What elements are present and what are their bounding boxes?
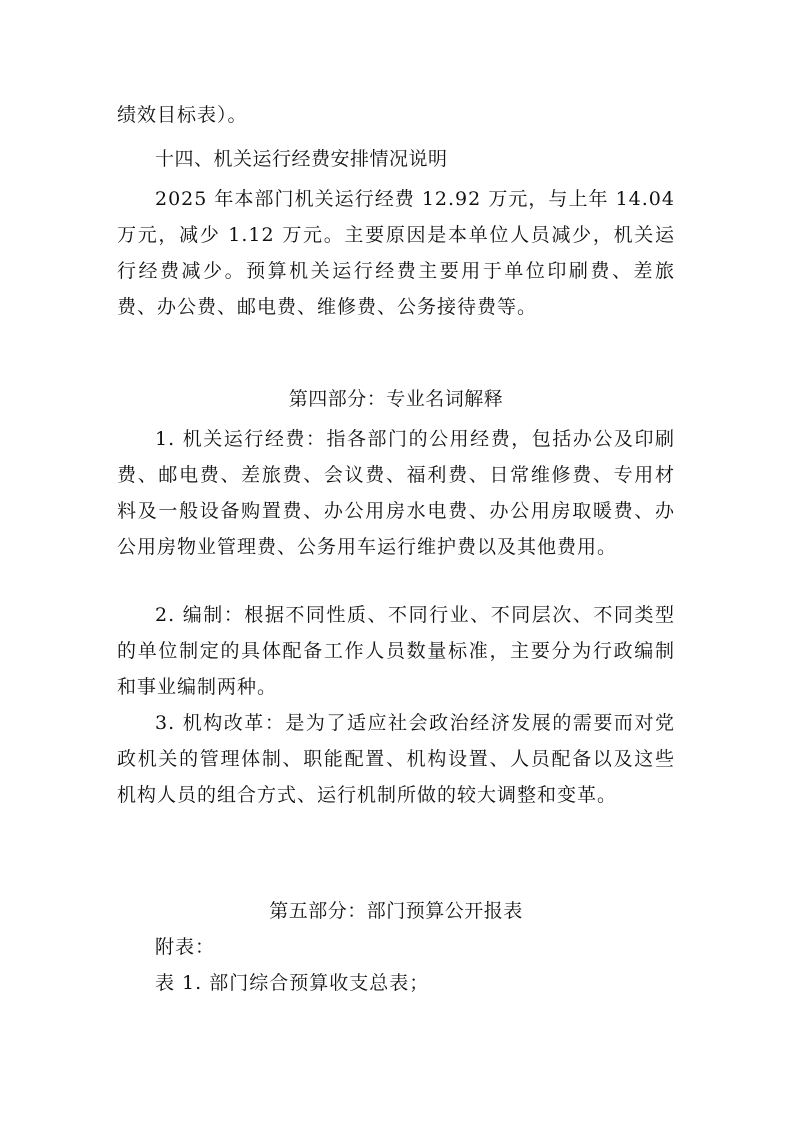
paragraph-continuation: 绩效目标表）。 [117,104,248,126]
paragraph-operating-expenses: 2025 年本部门机关运行经费 12.92 万元，与上年 14.04 万元，减少 1.12 万元。主要原因是本单位人员减少，机关运行经费减少。预算机关运行经费主要用于单位印刷费、差旅费、办公费、邮电费、维修费、公务接待费等。 [117,188,675,318]
table-list-item-1: 表 1. 部门综合预算收支总表； [155,972,430,994]
part-four-heading: 第四部分：专业名词解释 [288,388,504,410]
definition-staffing: 2. 编制：根据不同性质、不同行业、不同层次、不同类型的单位制定的具体配备工作人员数量标准，主要分为行政编制和事业编制两种。 [117,604,675,698]
definition-operating-expenses: 1. 机关运行经费：指各部门的公用经费，包括办公及印刷费、邮电费、差旅费、会议费、福利费、日常维修费、专用材料及一般设备购置费、办公用房水电费、办公用房取暖费、办公用房物业管理费、公务用车运行维护费以及其他费用。 [117,428,675,558]
attachment-label: 附表： [155,936,216,958]
definition-institutional-reform: 3. 机构改革：是为了适应社会政治经济发展的需要而对党政机关的管理体制、职能配置、机构设置、人员配备以及这些机构人员的组合方式、运行机制所做的较大调整和变革。 [117,712,675,806]
section-heading-14: 十四、机关运行经费安排情况说明 [155,148,448,170]
part-five-heading: 第五部分：部门预算公开报表 [269,900,523,922]
